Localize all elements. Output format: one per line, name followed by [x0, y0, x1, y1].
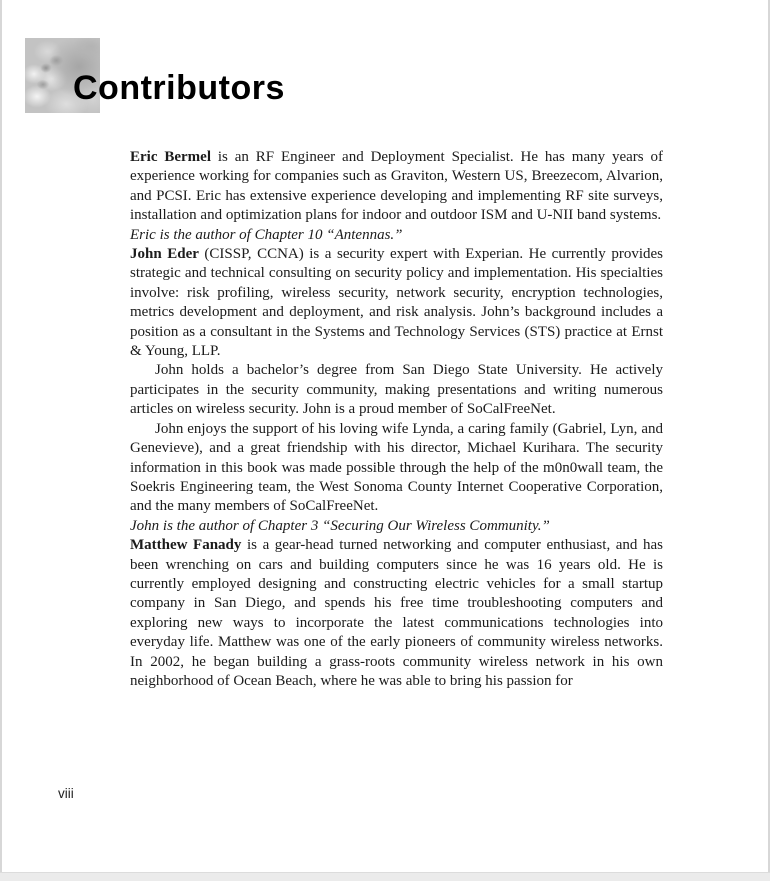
contributor-bio-john-eder-paragraph-2: John holds a bachelor’s degree from San Diego State University. He actively participates in the security community, making presentations and writing numerous articles on wireless security. John is a proud member of SoCalFreeNet. — [130, 362, 663, 418]
contributor-bio-text: (CISSP, CCNA) is a security expert with Experian. He currently provides strategic and technical consulting on security policy and implementation. His specialties involve: risk profiling, wireless security, network security, encryption technologies, metrics development and deployment, and risk analysis. John’s background includes a position as a consultant in the Systems and Technology Services (STS) practice at Ernst & Young, LLP. — [130, 246, 663, 360]
contributors-text — [130, 148, 663, 691]
contributor-bio-john-eder-paragraph-3: John enjoys the support of his loving wife Lynda, a caring family (Gabriel, Lyn, and Genevieve), and a great friendship with his director, Michael Kurihara. The security information in this book was made possible through the help of the m0n0wall team, the Soekris Engineering team, the West Sonoma County Internet Cooperative Corporation, and the many members of SoCalFreeNet. — [130, 420, 663, 515]
page-edge-left — [0, 0, 2, 873]
contributor-bio-text: is an RF Engineer and Deployment Specialist. He has many years of experience working for companies such as Graviton, Western US, Breezecom, Alvarion, and PCSI. Eric has extensive experience developing and implementing RF site surveys, installation and optimization plans for indoor and outdoor ISM and U-NII band systems. — [130, 149, 663, 224]
contributor-bio-eric-bermel — [130, 148, 663, 226]
page-title: Contributors — [73, 69, 285, 107]
chapter-note-john: John is the author of Chapter 3 “Securing Our Wireless Community.” — [130, 517, 550, 534]
page-edge-bottom — [0, 872, 770, 881]
contributor-bio-matthew-fanady — [130, 536, 663, 691]
contributor-name: John Eder — [130, 246, 199, 263]
contributor-name: Matthew Fanady — [130, 537, 242, 554]
page-number: viii — [58, 786, 74, 801]
contributor-bio-text: is a gear-head turned networking and computer enthusiast, and has been wrenching on cars and building computers since he was 16 years old. He is currently employed designing and constructing electric vehicles for a small startup company in San Diego, and spends his free time troubleshooting computers and exploring new ways to incorporate the latest communications technologies into everyday life. Matthew was one of the early pioneers of community wireless networks. In 2002, he began building a grass-roots community wireless network in his own neighborhood of Ocean Beach, where he was able to bring his passion for — [130, 537, 663, 689]
chapter-note-eric: Eric is the author of Chapter 10 “Antennas.” — [130, 226, 403, 243]
contributor-bio-john-eder — [130, 245, 663, 361]
contributor-name: Eric Bermel — [130, 149, 212, 165]
